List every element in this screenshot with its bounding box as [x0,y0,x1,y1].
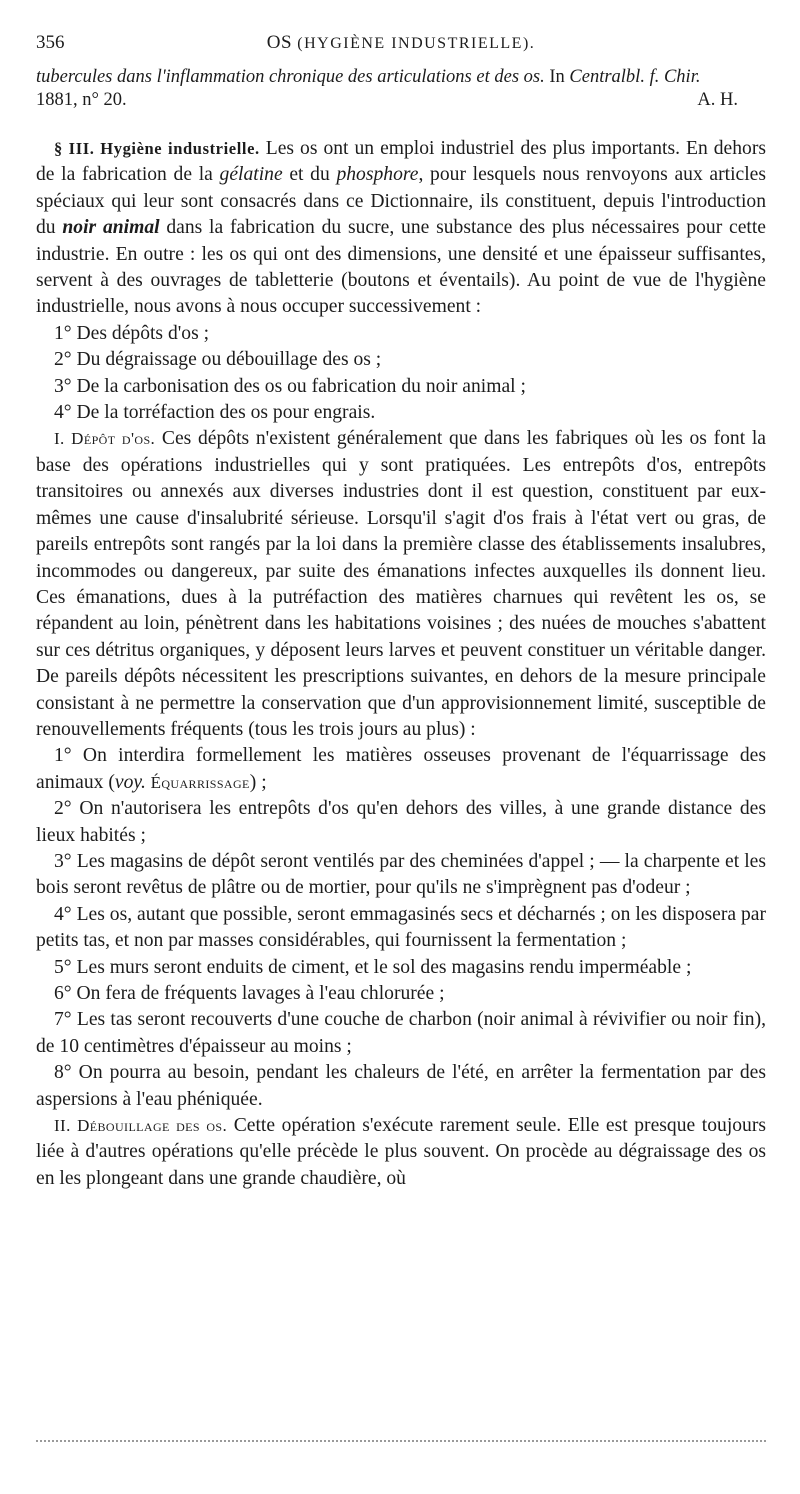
prescription-item: 4° Les os, autant que possible, seront emmagasinés secs et décharnés ; on les disposera par petits tas, et non par masses considérables, qui fournissent la fermentation ; [36,903,766,952]
footer-rule [36,1440,766,1442]
term-gelatine: gélatine [219,164,283,186]
term-noir-animal: noir animal [62,217,160,239]
intro-text: dans la fabrication du sucre, une substance des plus nécessaires pour cette industrie. En outre : les os qui ont des dimensions, une densité et une épaisseur suffisantes, servent à des ouvrages de tabletterie (boutons et éventails). Au point de vue de l'hygiène industrielle, nous avons à nous occuper successivement : [36,217,767,318]
debouillage-paragraph [36,1113,766,1192]
prescription-item [36,743,766,796]
prescription-text: 1° On interdira formellement les matières osseuses provenant de l'équarrissage des animaux ( [36,745,766,793]
debouillage-text: Cette opération s'exécute rarement seule. Elle est presque toujours liée à d'autres opérations qu'elle précède le plus souvent. On procède au dégraissage des os en les plongeant dans une grande chaudière, où [36,1115,766,1189]
topic-item: 2° Du dégraissage ou débouillage des os ; [54,349,382,371]
page-number: 356 [36,32,65,53]
reference-year-issue: 1881, n° 20. [36,90,127,110]
prescription-item: 5° Les murs seront enduits de ciment, et le sol des magasins rendu imperméable ; [54,956,692,978]
topic-item: 4° De la torréfaction des os pour engrais. [54,402,376,424]
body-text [36,136,766,1192]
intro-text: Les os ont un emploi industriel des plus importants. En dehors de la fabrication de la [36,138,766,186]
depot-text: Ces dépôts n'existent généralement que dans les fabriques où les os font la base des opérations industrielles qui y sont pratiquées. Les entrepôts d'os, entrepôts transitoires ou annexés aux diverses industries dont il est question, constituent par eux-mêmes une cause d'insalubrité sérieuse. Lorsqu'il s'agit d'os frais à l'état vert ou gras, de pareils entrepôts sont rangés par la loi dans la première classe des établissements insalubres, incommodes ou dangereux, par suite des émanations infectes auxquelles ils donnent lieu. Ces émanations, dues à la putréfaction des matières charnues qui revêtent les os, se répandent au loin, pénètrent dans les habitations voisines ; des nuées de mouches s'abattent sur ces détritus organiques, y déposent leurs larves et peuvent constituer un véritable danger. De pareils dépôts nécessitent les prescriptions suivantes, en dehors de la mesure principale consistant à ne permettre la conservation que d'un approvisionnement limité, susceptible de renouvellements fréquents (tous les trois jours au plus) : [36,428,767,740]
depot-heading: I. Dépôt d'os. [54,429,156,449]
intro-text: et du [282,164,337,186]
reference-in: In [544,67,570,87]
prescription-item: 7° Les tas seront recouverts d'une couche de charbon (noir animal à révivifier ou noir fin), de 10 centimètres d'épaisseur au moins ; [36,1009,766,1057]
prescription-item: 2° On n'autorisera les entrepôts d'os qu'en dehors des villes, à une grande distance des lieux habités ; [36,798,766,846]
prescription-item: 3° Les magasins de dépôt seront ventilés par des cheminées d'appel ; — la charpente et les bois seront revêtus de plâtre ou de mortier, pour qu'ils ne s'imprègnent pas d'odeur ; [36,850,766,899]
debouillage-heading: II. Débouillage des os. [54,1116,228,1136]
reference-line [36,66,766,89]
author-initials: A. H. [697,90,738,110]
voy-abbrev: voy. [114,771,146,793]
running-title-sub: (HYGIÈNE INDUSTRIELLE). [297,35,536,52]
reference-journal: Centralbl. f. Chir. [569,67,701,87]
section-heading: § III. Hygiène industrielle. [54,139,260,158]
prescription-text: ) ; [249,771,267,793]
term-phosphore: phosphore [336,164,419,186]
intro-text: , pour lesquels nous renvoyons aux articles spéciaux qui leur sont consacrés dans ce Dictionnaire, ils constituent, depuis l'introduction du [36,164,766,239]
section-intro [36,136,766,321]
cross-reference: Équarrissage [145,772,250,792]
reference-title: tubercules dans l'inflammation chronique des articulations et des os. [36,67,545,87]
reference-line-2 [36,89,766,112]
bibliographic-reference [36,66,766,112]
depot-paragraph [36,426,766,743]
prescription-item: 6° On fera de fréquents lavages à l'eau chlorurée ; [54,983,445,1004]
prescription-item: 8° On pourra au besoin, pendant les chaleurs de l'été, en arrêter la fermentation par des aspersions à l'eau phéniquée. [36,1062,766,1110]
page-header [36,30,766,56]
running-title [36,30,766,57]
topic-item: 1° Des dépôts d'os ; [54,322,210,344]
running-title-main: OS [266,32,293,53]
topic-item: 3° De la carbonisation des os ou fabrication du noir animal ; [54,375,526,397]
